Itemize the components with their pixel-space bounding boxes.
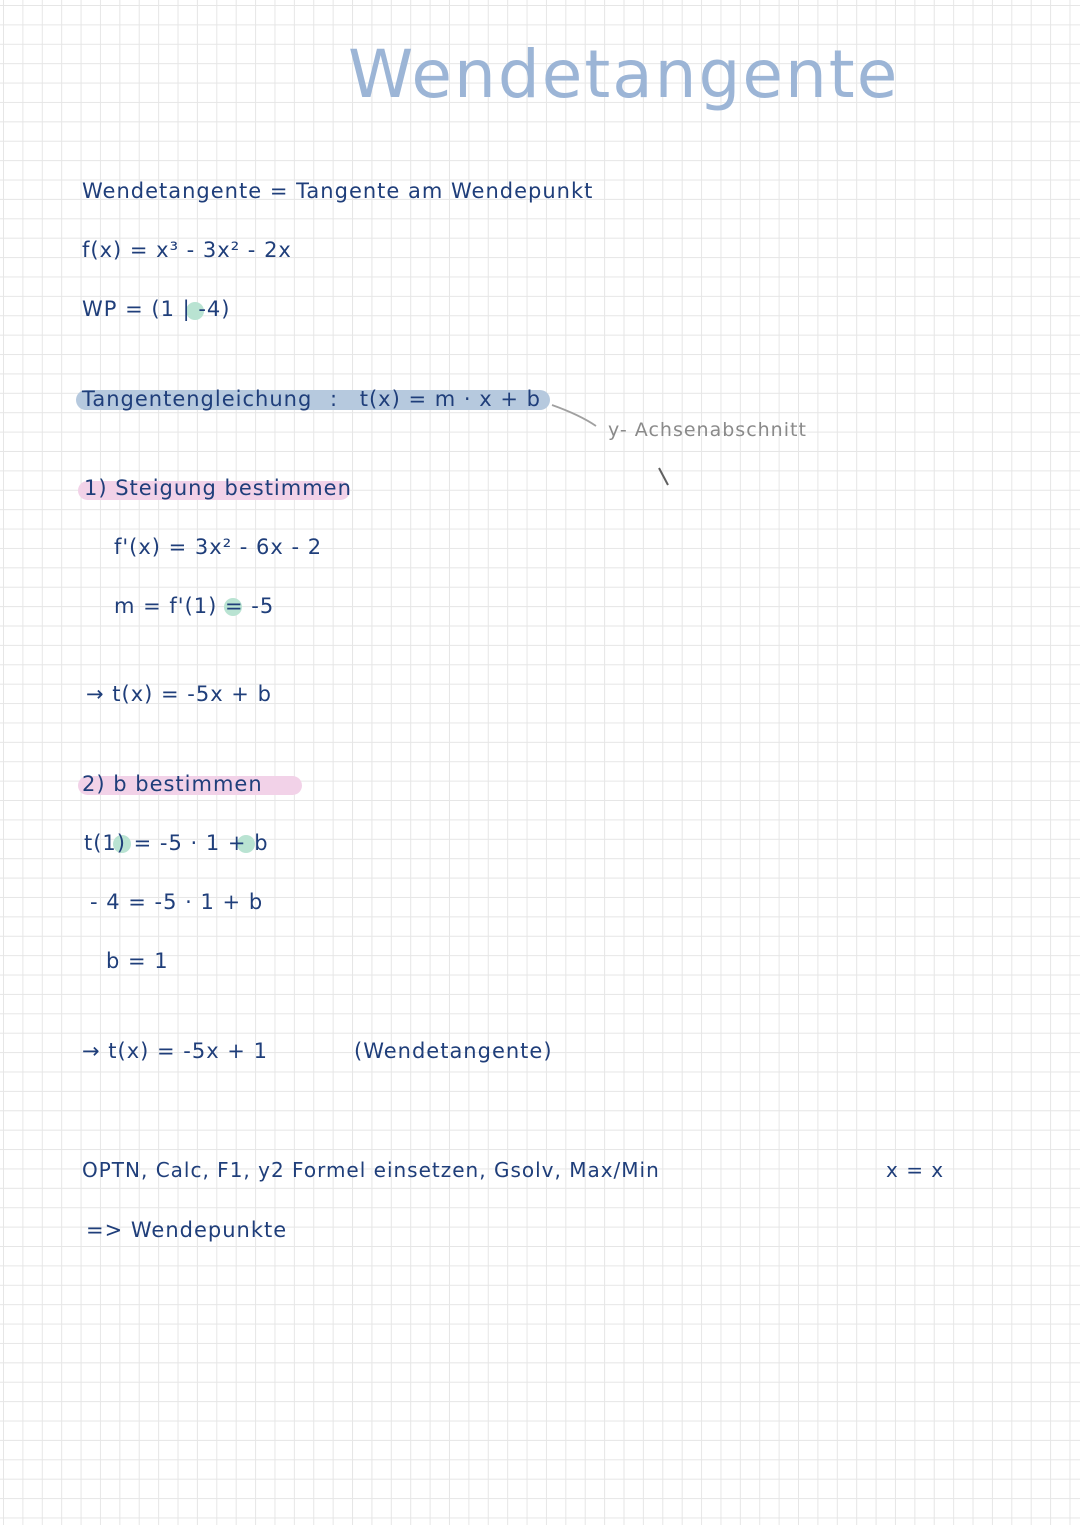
step2-heading: 2) b bestimmen (82, 772, 263, 796)
derivative-line: f'(x) = 3x² - 6x - 2 (114, 535, 323, 559)
tangent-label: Tangentengleichung (82, 387, 313, 411)
calculator-extra: x = x (886, 1158, 945, 1182)
step2-result-note: (Wendetangente) (354, 1039, 553, 1063)
function-line: f(x) = x³ - 3x² - 2x (82, 238, 292, 262)
step1-heading: 1) Steigung bestimmen (84, 476, 352, 500)
step2-line3: b = 1 (106, 949, 169, 973)
calculator-steps: OPTN, Calc, F1, y2 Formel einsetzen, Gsolv, Max/Min (82, 1158, 660, 1182)
tangent-colon: : (329, 387, 339, 411)
step2-result: → t(x) = -5x + 1 (82, 1039, 268, 1063)
step2-line1: t(1) = -5 · 1 + b (84, 831, 269, 855)
y-intercept-note: y- Achsenabschnitt (608, 419, 807, 441)
definition-line: Wendetangente = Tangente am Wendepunkt (82, 179, 594, 203)
tangent-formula: t(x) = m · x + b (359, 387, 541, 411)
step2-line2: - 4 = -5 · 1 + b (90, 890, 264, 914)
inflection-point-line: WP = (1 | -4) (82, 297, 231, 321)
page-title: Wendetangente (348, 36, 900, 113)
calculator-result: => Wendepunkte (86, 1218, 288, 1242)
slope-line: m = f'(1) = -5 (114, 594, 275, 618)
step1-result: → t(x) = -5x + b (86, 682, 272, 706)
